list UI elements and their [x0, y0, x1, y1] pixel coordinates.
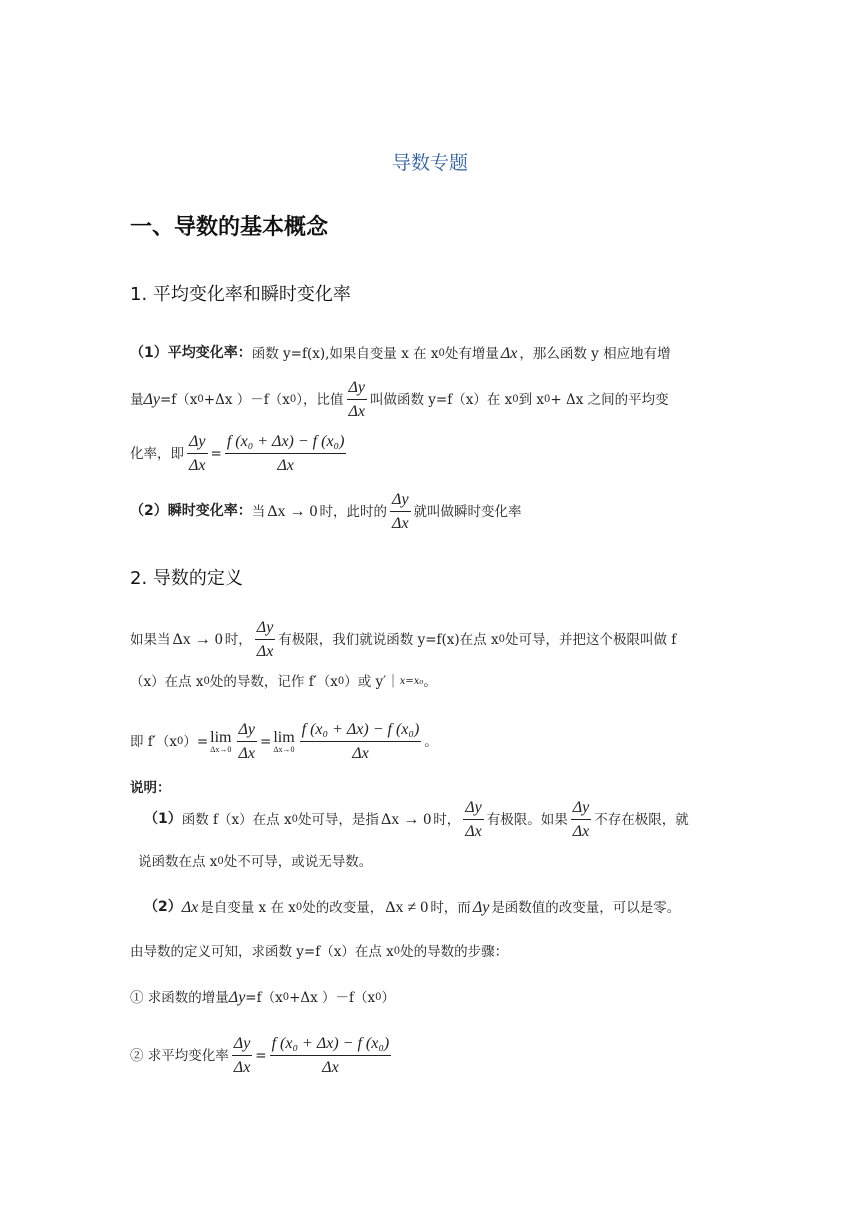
- text: 处有增量: [444, 345, 499, 362]
- text: 函数 f（x）在点 x: [181, 811, 292, 828]
- note-label: 说明：: [130, 780, 171, 796]
- note-1-label: （1）: [144, 811, 182, 828]
- numerator: f (x₀ + Δx) − f (x₀): [300, 720, 422, 742]
- definition-formula: [130, 720, 438, 763]
- subscript: 0: [282, 991, 290, 1003]
- section-heading-1: 一、导数的基本概念: [130, 215, 329, 240]
- text: ① 求函数的增量: [130, 989, 229, 1006]
- subscript: 0: [375, 991, 382, 1003]
- delta-x: Δx: [181, 899, 199, 916]
- text: + Δx 之间的平均变: [550, 391, 669, 408]
- text: ）或 y′｜: [344, 674, 400, 690]
- numerator: f (x₀ + Δx) − f (x₀): [270, 1034, 392, 1056]
- subscript: 0: [337, 676, 345, 688]
- text: 说函数在点 x: [138, 854, 218, 870]
- numerator: Δy: [187, 432, 208, 454]
- text: 如果当: [130, 631, 171, 648]
- text: 到 x: [518, 391, 545, 408]
- limit-operator: [273, 728, 294, 755]
- subsection-heading-1: 1. 平均变化率和瞬时变化率: [130, 284, 351, 305]
- text: ），比值: [296, 391, 344, 408]
- avg-rate-label: （1）平均变化率：: [130, 345, 252, 362]
- fraction-dy-dx: [232, 1034, 253, 1077]
- text: 当: [251, 503, 266, 520]
- note-1-line-2: [138, 854, 372, 870]
- instant-rate-line: [130, 490, 522, 533]
- text: ② 求平均变化率: [130, 1047, 229, 1064]
- subscript: 0: [291, 813, 298, 825]
- denominator: Δx: [277, 457, 294, 475]
- text: 不存在极限，就: [594, 811, 689, 828]
- text: 处可导，并把这个极限叫做 f: [504, 631, 677, 648]
- fraction-dy-dx: [255, 618, 276, 661]
- subscript: 0: [498, 633, 505, 645]
- denominator: Δx: [572, 823, 590, 841]
- text: 有极限。如果: [486, 811, 568, 828]
- subsection-heading-2: 2. 导数的定义: [130, 568, 243, 589]
- fraction-dy-dx: [463, 798, 484, 841]
- text: ）=: [183, 733, 209, 750]
- text: 由导数的定义可知，求函数 y=f（x）在点 x: [130, 944, 394, 960]
- fraction-dy-dx: [347, 378, 368, 421]
- subscript: 0: [203, 676, 210, 688]
- lim-word: lim: [273, 729, 295, 747]
- denominator: Δx: [392, 515, 409, 533]
- subscript: 0: [176, 735, 184, 747]
- denominator: Δx: [348, 403, 365, 421]
- denominator: Δx: [465, 823, 482, 841]
- definition-line-1: [130, 618, 676, 661]
- text: +Δx ）－f（x: [289, 989, 376, 1006]
- lim-word: lim: [210, 729, 232, 747]
- numerator: Δy: [390, 490, 411, 512]
- numerator: Δy: [463, 798, 484, 820]
- text: 有极限，我们就说函数 y=f(x)在点 x: [278, 631, 499, 648]
- text: 。: [424, 733, 438, 750]
- numerator: Δy: [347, 378, 368, 400]
- delta-y: Δy: [143, 391, 160, 409]
- note-2-line: [144, 898, 680, 917]
- text: 时，: [224, 631, 252, 648]
- numerator: Δy: [571, 798, 592, 820]
- text: 就叫做瞬时变化率: [413, 503, 522, 520]
- text: 。: [423, 674, 437, 690]
- text: 化率，即: [130, 445, 184, 462]
- text: 处的改变量，: [302, 899, 384, 916]
- avg-rate-line-2: [130, 378, 669, 421]
- denominator: Δx: [233, 1059, 251, 1077]
- difference-quotient: [225, 432, 347, 475]
- step-2: [130, 1034, 394, 1077]
- subscript: 0: [217, 856, 224, 868]
- text: 处不可导，或说无导数。: [223, 854, 373, 870]
- denominator: Δx: [238, 745, 255, 763]
- fraction-dy-dx: [390, 490, 411, 533]
- text: ）: [381, 989, 396, 1006]
- limit-operator: [210, 728, 231, 755]
- text: 处可导，是指: [297, 811, 379, 828]
- text: 叫做函数 y=f（x）在 x: [370, 391, 513, 408]
- limit-condition: Δx → 0: [267, 503, 318, 521]
- note-2-label: （2）: [144, 899, 182, 916]
- text: ，那么函数 y 相应地有增: [519, 345, 671, 362]
- text: （x）在点 x: [130, 674, 204, 690]
- numerator: Δy: [237, 720, 258, 742]
- equals: =: [210, 445, 222, 462]
- limit-condition: Δx → 0: [172, 631, 223, 649]
- delta-y: Δy: [228, 989, 246, 1006]
- avg-rate-line-1: [130, 344, 671, 363]
- text: 处的导数，记作 f′（x: [209, 674, 338, 690]
- denominator: Δx: [352, 745, 369, 763]
- fraction-dy-dx: [187, 432, 208, 475]
- delta-y: Δy: [472, 899, 490, 916]
- subscript: 0: [197, 393, 204, 405]
- text: 是函数值的改变量，可以是零。: [491, 899, 681, 916]
- text: 时，而: [430, 899, 471, 916]
- text: 量: [130, 391, 144, 408]
- delta-x: Δx: [500, 345, 518, 362]
- subscript: 0: [295, 901, 303, 913]
- denominator: Δx: [322, 1059, 339, 1077]
- text: 即 f′（x: [130, 733, 177, 750]
- denominator: Δx: [189, 457, 206, 475]
- text: 函数 y=f(x),如果自变量 x 在 x: [251, 345, 439, 362]
- numerator: Δy: [255, 618, 276, 640]
- evaluation-point: x=x₀: [399, 676, 424, 688]
- definition-line-2: [130, 674, 437, 690]
- subscript: 0: [544, 393, 551, 405]
- text: 时，: [433, 811, 461, 828]
- nonzero-condition: Δx ≠ 0: [385, 899, 429, 916]
- equals: =: [260, 733, 272, 750]
- text: =f（x: [160, 391, 198, 408]
- limit-condition: Δx → 0: [380, 811, 432, 829]
- instant-rate-label: （2）瞬时变化率：: [130, 503, 252, 520]
- numerator: f (x₀ + Δx) − f (x₀): [225, 432, 347, 454]
- denominator: Δx: [256, 643, 274, 661]
- text: =f（x: [245, 989, 283, 1006]
- steps-intro: [130, 944, 508, 960]
- fraction-dy-dx: [571, 798, 592, 841]
- subscript: 0: [289, 393, 297, 405]
- text: +Δx ）－f（x: [203, 391, 290, 408]
- difference-quotient: [300, 720, 422, 763]
- step-1: [130, 988, 395, 1007]
- lim-subscript: Δx→0: [210, 745, 232, 755]
- equals: =: [255, 1047, 267, 1064]
- text: 时，此时的: [319, 503, 388, 520]
- numerator: Δy: [232, 1034, 253, 1056]
- difference-quotient: [270, 1034, 392, 1077]
- lim-subscript: Δx→0: [273, 745, 295, 755]
- subscript: 0: [393, 946, 401, 958]
- fraction-dy-dx: [237, 720, 258, 763]
- subscript: 0: [512, 393, 519, 405]
- text: 是自变量 x 在 x: [200, 899, 296, 916]
- text: 处的导数的步骤：: [400, 944, 509, 960]
- avg-rate-line-3: [130, 432, 349, 475]
- page-title: 导数专题: [391, 152, 468, 174]
- subscript: 0: [438, 347, 445, 359]
- note-1-line-1: [144, 798, 689, 841]
